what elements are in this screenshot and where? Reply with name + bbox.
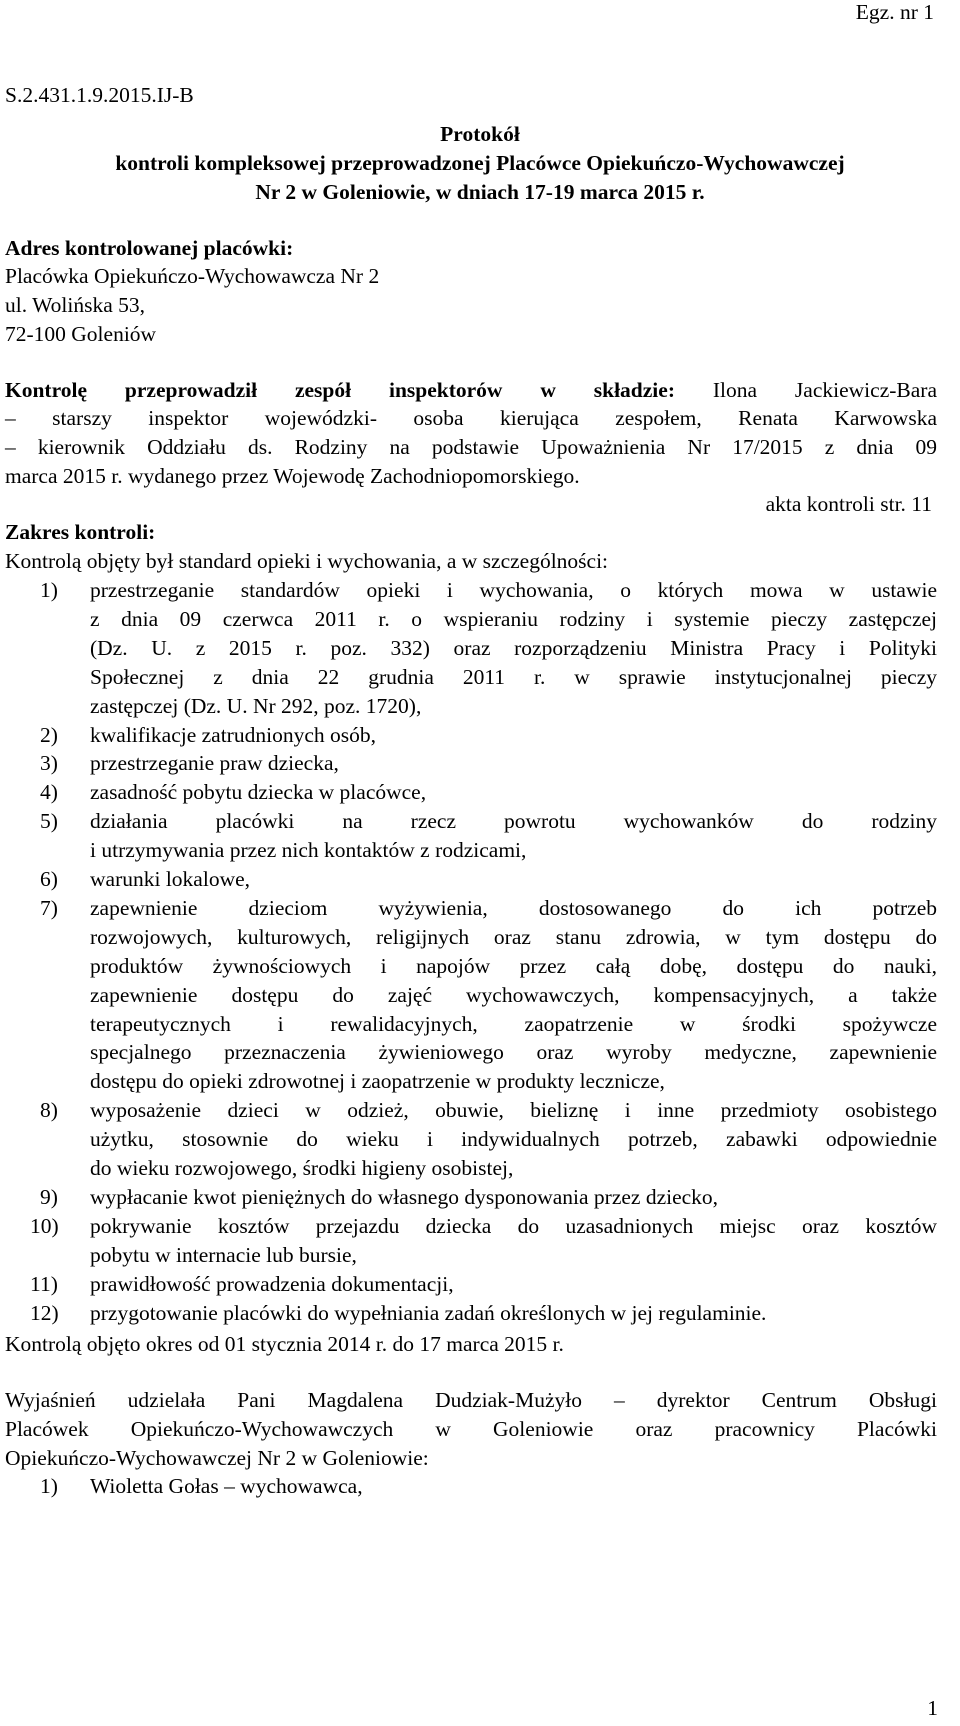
scope-item-number: 7) (40, 895, 58, 920)
scope-item-line: użytku, stosownie do wieku i indywidualnych potrzeb, zabawki odpowiednie (90, 1127, 937, 1152)
scope-item-number: 1) (40, 578, 58, 602)
scope-item-line: działania placówki na rzecz powrotu wychowanków do rodziny (90, 809, 937, 834)
address-line-1: Placówka Opiekuńczo-Wychowawcza Nr 2 (5, 264, 380, 288)
akta-reference: akta kontroli str. 11 (765, 492, 932, 516)
scope-item-line: wypłacanie kwot pieniężnych do własnego dysponowania przez dziecko, (90, 1184, 719, 1209)
address-line-2: ul. Wolińska 53, (5, 293, 146, 317)
team-line-4: marca 2015 r. wydanego przez Wojewodę Zachodniopomorskiego. (5, 464, 580, 488)
scope-item-number: 10) (30, 1213, 59, 1238)
scope-item-line: przestrzeganie praw dziecka, (90, 751, 339, 776)
scope-item-number: 12) (30, 1300, 59, 1325)
scope-item-line: do wieku rozwojowego, środki higieny osobistej, (90, 1156, 514, 1180)
scope-item-line: zapewnienie dzieciom wyżywienia, dostosowanego do ich potrzeb (90, 895, 937, 920)
scope-item-line: zapewnienie dostępu do zajęć wychowawczych, kompensacyjnych, a także (90, 982, 937, 1007)
scope-item-line: rozwojowych, kulturowych, religijnych oraz stanu zdrowia, w tym dostępu do (90, 924, 937, 949)
document-subtitle-line-1: kontroli kompleksowej przeprowadzonej Placówce Opiekuńczo-Wychowawczej (115, 151, 845, 175)
copy-number: Egz. nr 1 (855, 0, 934, 24)
scope-item-line: terapeutycznych i rewalidacyjnych, zaopatrzenie w środki spożywcze (90, 1011, 937, 1036)
document-subtitle-line-2: Nr 2 w Goleniowie, w dniach 17-19 marca 2015 r. (255, 180, 705, 204)
team-line-1 (5, 378, 937, 403)
scope-item-line: pokrywanie kosztów przejazdu dziecka do uzasadnionych miejsc oraz kosztów (90, 1213, 937, 1238)
document-title: Protokół (440, 122, 520, 146)
explanations-line-2: Placówek Opiekuńczo-Wychowawczych w Goleniowie oraz pracownicy Placówki (5, 1417, 937, 1441)
explanations-line-1: Wyjaśnień udzielała Pani Magdalena Dudziak-Mużyło – dyrektor Centrum Obsługi (5, 1388, 937, 1412)
explanations-line-3: Opiekuńczo-Wychowawczej Nr 2 w Goleniowie: (5, 1446, 429, 1470)
scope-item-line: zastępczej (Dz. U. Nr 292, poz. 1720), (90, 693, 422, 718)
scope-item-number: 4) (40, 780, 58, 805)
team-bold-lead: Kontrolę przeprowadził zespół inspektorów w składzie: (5, 378, 675, 402)
scope-item-number: 6) (40, 867, 58, 891)
scope-item-line: przestrzeganie standardów opieki i wychowania, o których mowa w ustawie (90, 578, 937, 602)
scope-item-line: z dnia 09 czerwca 2011 r. o wspieraniu rodziny i systemie pieczy zastępczej (90, 606, 937, 631)
explanation-item-text: Wioletta Gołas – wychowawca, (90, 1474, 363, 1498)
scope-item-number: 11) (30, 1271, 58, 1296)
explanation-item-number: 1) (40, 1474, 58, 1498)
scope-item-line: dostępu do opieki zdrowotnej i zaopatrzenie w produkty lecznicze, (90, 1069, 665, 1094)
scope-item-line: Społecznej z dnia 22 grudnia 2011 r. w sprawie instytucjonalnej pieczy (90, 664, 937, 689)
scope-item-line: wyposażenie dzieci w odzież, obuwie, bieliznę i inne przedmioty osobistego (90, 1098, 937, 1123)
team-lead-name: Ilona Jackiewicz-Bara (712, 378, 937, 402)
scope-item-number: 5) (40, 809, 58, 834)
team-line-3: – kierownik Oddziału ds. Rodziny na podstawie Upoważnienia Nr 17/2015 z dnia 09 (5, 435, 937, 459)
scope-item-number: 2) (40, 722, 58, 747)
scope-item-line: zasadność pobytu dziecka w placówce, (90, 780, 427, 805)
scope-item-line: pobytu w internacie lub bursie, (90, 1242, 357, 1267)
page-number: 1 (927, 1696, 938, 1720)
scope-item-line: specjalnego przeznaczenia żywieniowego oraz wyroby medyczne, zapewnienie (90, 1040, 937, 1065)
scope-item-number: 9) (40, 1184, 58, 1209)
team-line-2: – starszy inspektor wojewódzki- osoba kierująca zespołem, Renata Karwowska (5, 406, 937, 430)
control-period: Kontrolą objęto okres od 01 stycznia 2014 r. do 17 marca 2015 r. (5, 1332, 564, 1356)
scope-item-number: 8) (40, 1098, 58, 1123)
reference-number: S.2.431.1.9.2015.IJ-B (5, 83, 194, 107)
scope-intro: Kontrolą objęty był standard opieki i wychowania, a w szczególności: (5, 549, 609, 573)
scope-item-line: przygotowanie placówki do wypełniania zadań określonych w jej regulaminie. (90, 1300, 767, 1325)
scope-item-line: prawidłowość prowadzenia dokumentacji, (90, 1271, 454, 1296)
address-label: Adres kontrolowanej placówki: (5, 236, 294, 260)
scope-item-line: produktów żywnościowych i napojów przez całą dobę, dostępu do nauki, (90, 953, 937, 978)
scope-item-line: (Dz. U. z 2015 r. poz. 332) oraz rozporządzeniu Ministra Pracy i Polityki (90, 635, 937, 660)
scope-item-number: 3) (40, 751, 58, 776)
scope-item-line: warunki lokalowe, (90, 867, 251, 891)
scope-item-line: i utrzymywania przez nich kontaktów z rodzicami, (90, 838, 527, 863)
scope-item-line: kwalifikacje zatrudnionych osób, (90, 722, 376, 747)
scope-label: Zakres kontroli: (5, 520, 156, 544)
address-line-3: 72-100 Goleniów (5, 322, 157, 346)
